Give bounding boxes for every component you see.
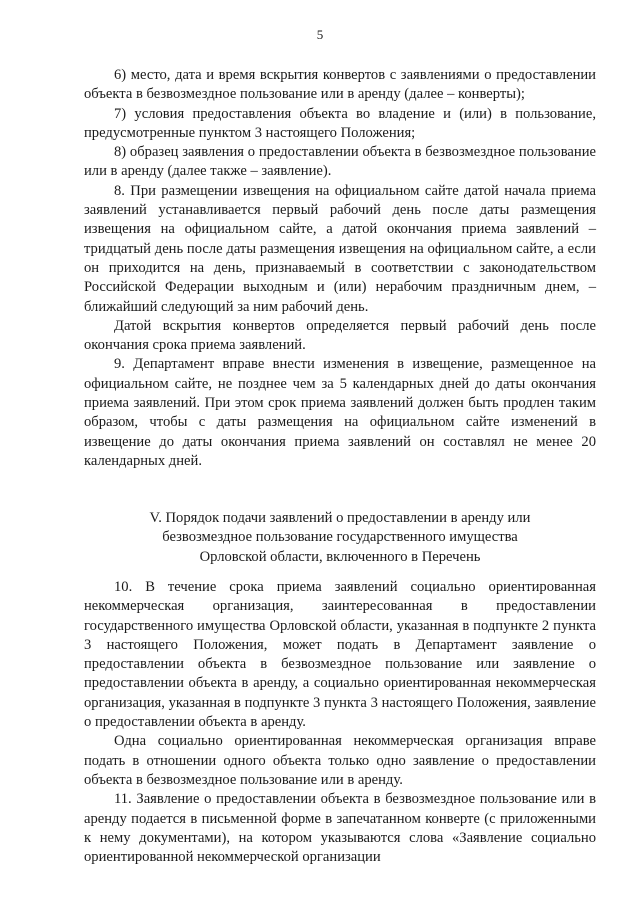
section-heading xyxy=(84,509,596,567)
paragraph-item-8: 8. При размещении извещения на официальном сайте датой начала приема заявлений устанавливается первый рабочий день после даты размещения извещения на официальном сайте, а датой окончания приема заявлений – тридцатый день после даты размещения извещения на официальном сайте, а если он приходится на день, признаваемый в соответствии с законодательством Российской Федерации выходным и (или) нерабочим праздничным днем, – ближайший следующий за ним рабочий день. xyxy=(84,182,596,315)
paragraph-item-9: 9. Департамент вправе внести изменения в извещение, размещенное на официальном сайте, не позднее чем за 5 календарных дней до даты окончания приема заявлений. При этом срок приема заявлений должен быть продлен таким образом, чтобы с даты размещения на официальном сайте изменений в извещение до даты окончания приема заявлений он составлял не менее 20 календарных дней. xyxy=(84,356,596,469)
body-text-bottom xyxy=(84,578,596,867)
section-heading-line-2: безвозмездное пользование государственного имущества xyxy=(162,529,518,546)
paragraph-subitem-6: 6) место, дата и время вскрытия конвертов с заявлениями о предоставлении объекта в безвозмездное пользование или в аренду (далее – конверты); xyxy=(84,67,596,103)
paragraph-subitem-8: 8) образец заявления о предоставлении объекта в безвозмездное пользование или в аренду (далее также – заявление). xyxy=(84,144,596,180)
paragraph-item-10: 10. В течение срока приема заявлений социально ориентированная некоммерческая организация, заинтересованная в предоставлении государственного имущества Орловской области, указанная в подпункте 2 пункта 3 настоящего Положения, может подать в Департамент заявление о предоставлении объекта в безвозмездное пользование или заявление о предоставлении объекта в аренду, а социально ориентированная некоммерческая организация, указанная в подпункте 3 пункта 3 настоящего Положения, заявление о предоставлении объекта в аренду. xyxy=(84,579,596,731)
paragraph-one-application: Одна социально ориентированная некоммерческая организация вправе подать в отношении одного объекта только одно заявление о предоставлении объекта в безвозмездное пользование или в аренду. xyxy=(84,733,596,788)
section-heading-line-3: Орловской области, включенного в Перечень xyxy=(199,548,481,565)
body-text-top xyxy=(84,66,596,471)
paragraph-item-11: 11. Заявление о предоставлении объекта в безвозмездное пользование или в аренду подается в письменной форме в запечатанном конверте (с приложенными к нему документами), на котором указываются слова «Заявление социально ориентированной некоммерческой организации xyxy=(84,791,596,866)
paragraph-subitem-7: 7) условия предоставления объекта во владение и (или) в пользование, предусмотренные пунктом 3 настоящего Положения; xyxy=(84,105,596,141)
section-heading-line-1: V. Порядок подачи заявлений о предоставлении в аренду или xyxy=(149,510,531,526)
page-number: 5 xyxy=(316,27,324,42)
paragraph-envelope-opening: Датой вскрытия конвертов определяется первый рабочий день после окончания срока приема заявлений. xyxy=(84,317,596,354)
